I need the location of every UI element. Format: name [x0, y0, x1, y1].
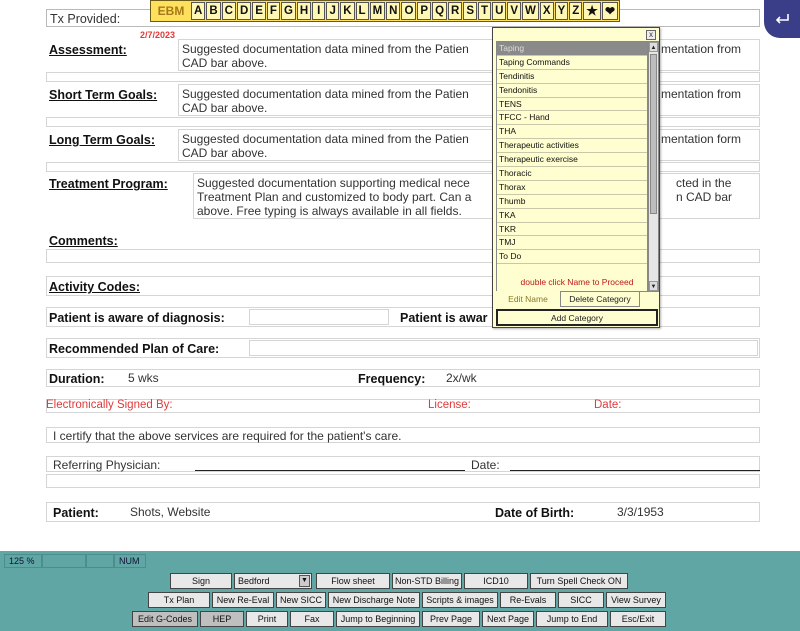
list-item[interactable]: Thoracic: [497, 167, 647, 181]
list-item[interactable]: TKR: [497, 223, 647, 237]
popup-button-row: [496, 291, 658, 307]
star-favorites-icon[interactable]: ★: [583, 2, 601, 20]
letter-x[interactable]: X: [540, 2, 554, 20]
letter-a[interactable]: A: [191, 2, 205, 20]
treatment-text-line1: Suggested documentation supporting medical nece: [197, 176, 470, 190]
list-item[interactable]: TENS: [497, 98, 647, 112]
letter-d[interactable]: D: [237, 2, 251, 20]
ebm-button[interactable]: EBM: [152, 2, 190, 20]
popup-instruction: double click Name to Proceed: [520, 277, 634, 287]
letter-n[interactable]: N: [386, 2, 400, 20]
esc-exit-button[interactable]: Esc/Exit: [610, 611, 666, 627]
category-popup: [492, 27, 660, 328]
icd10-button[interactable]: ICD10: [464, 573, 528, 589]
list-item[interactable]: Therapeutic activities: [497, 139, 647, 153]
list-item[interactable]: TMJ: [497, 236, 647, 250]
letter-y[interactable]: Y: [555, 2, 569, 20]
assessment-text-tail: mentation from: [661, 42, 742, 56]
short-term-text-tail: mentation from: [661, 87, 742, 101]
referring-physician-line[interactable]: [195, 470, 465, 471]
dob-value: 3/3/1953: [617, 505, 664, 519]
jump-to-end-button[interactable]: Jump to End: [536, 611, 608, 627]
letter-o[interactable]: O: [401, 2, 416, 20]
view-survey-button[interactable]: View Survey: [606, 592, 666, 608]
alphabet-filter-bar: [150, 0, 620, 22]
edit-name-button[interactable]: Edit Name: [496, 291, 560, 307]
frequency-value[interactable]: 2x/wk: [446, 371, 477, 385]
long-term-text-tail: mentation form: [661, 132, 742, 146]
patient-aware-label: Patient is aware of diagnosis:: [49, 311, 225, 325]
list-item[interactable]: TKA: [497, 209, 647, 223]
jump-to-beginning-button[interactable]: Jump to Beginning: [336, 611, 420, 627]
letter-f[interactable]: F: [267, 2, 280, 20]
status-bar: [4, 554, 146, 568]
list-item[interactable]: Thumb: [497, 195, 647, 209]
duration-value[interactable]: 5 wks: [128, 371, 159, 385]
bottom-toolbar: [0, 551, 800, 631]
status-cell-empty: [42, 554, 86, 568]
list-item[interactable]: Thorax: [497, 181, 647, 195]
num-lock-indicator: NUM: [114, 554, 146, 568]
hep-button[interactable]: HEP: [200, 611, 244, 627]
list-item[interactable]: Tendinitis: [497, 70, 647, 84]
referring-physician-label: Referring Physician:: [53, 458, 161, 472]
tx-plan-button[interactable]: Tx Plan: [148, 592, 210, 608]
sign-button[interactable]: Sign: [170, 573, 232, 589]
status-cell-empty: [86, 554, 114, 568]
next-page-button[interactable]: Next Page: [482, 611, 534, 627]
list-item[interactable]: Taping: [497, 42, 647, 56]
short-term-goals-field[interactable]: [178, 84, 760, 116]
letter-g[interactable]: G: [281, 2, 296, 20]
patient-aware-label-2: Patient is awar: [400, 311, 488, 325]
letter-z[interactable]: Z: [569, 2, 582, 20]
list-item[interactable]: THA: [497, 125, 647, 139]
list-item[interactable]: Taping Commands: [497, 56, 647, 70]
long-term-text-line1: Suggested documentation data mined from the Patien: [182, 132, 469, 146]
letter-w[interactable]: W: [522, 2, 539, 20]
letter-h[interactable]: H: [297, 2, 311, 20]
list-item[interactable]: Tendonitis: [497, 84, 647, 98]
dob-label: Date of Birth:: [495, 506, 575, 520]
fax-button[interactable]: Fax: [290, 611, 334, 627]
heart-icon[interactable]: ❤: [602, 2, 618, 20]
tx-provided-label: Tx Provided:: [50, 12, 121, 26]
location-select[interactable]: [234, 573, 312, 589]
patient-label: Patient:: [53, 506, 99, 520]
edit-g-codes-button[interactable]: Edit G-Codes: [132, 611, 198, 627]
letter-i[interactable]: I: [312, 2, 325, 20]
letter-l[interactable]: L: [356, 2, 369, 20]
treatment-text-tail1: cted in the: [676, 176, 732, 190]
letter-r[interactable]: R: [448, 2, 462, 20]
license-label: License:: [428, 399, 471, 411]
treatment-text-line3: above. Free typing is always available in all fields.: [197, 204, 462, 218]
letter-t[interactable]: T: [478, 2, 491, 20]
list-item[interactable]: To Do: [497, 250, 647, 264]
letter-e[interactable]: E: [252, 2, 266, 20]
activity-codes-label: Activity Codes:: [49, 280, 140, 294]
certify-row: [46, 427, 760, 443]
treatment-text-line2: Treatment Plan and customized to body part. Can a: [197, 190, 472, 204]
return-corner-button[interactable]: [764, 0, 800, 38]
referring-spacer-row: [46, 474, 760, 488]
date-stamp: 2/7/2023: [140, 30, 176, 40]
assessment-label: Assessment:: [49, 43, 127, 57]
new-re-eval-button[interactable]: New Re-Eval: [212, 592, 274, 608]
new-discharge-note-button[interactable]: New Discharge Note: [328, 592, 420, 608]
referring-date-label: Date:: [471, 458, 500, 472]
letter-k[interactable]: K: [340, 2, 354, 20]
treatment-program-field[interactable]: [193, 173, 760, 219]
signed-date-label: Date:: [594, 399, 622, 411]
spell-check-button[interactable]: Turn Spell Check ON: [530, 573, 628, 589]
flow-sheet-button[interactable]: Flow sheet: [316, 573, 390, 589]
treatment-text-tail2: n CAD bar: [676, 190, 733, 204]
list-item[interactable]: Therapeutic exercise: [497, 153, 647, 167]
patient-aware-field[interactable]: [249, 309, 389, 325]
new-sicc-button[interactable]: New SICC: [276, 592, 326, 608]
delete-category-button[interactable]: Delete Category: [560, 291, 640, 307]
plan-of-care-label: Recommended Plan of Care:: [49, 342, 220, 356]
plan-of-care-field[interactable]: [249, 340, 758, 356]
long-term-text-line2: CAD bar above.: [182, 146, 268, 160]
category-list[interactable]: [496, 41, 648, 292]
chevron-down-icon[interactable]: ▼: [299, 575, 310, 587]
short-term-text-line1: Suggested documentation data mined from the Patien: [182, 87, 469, 101]
comments-label: Comments:: [49, 234, 118, 248]
re-evals-button[interactable]: Re-Evals: [500, 592, 556, 608]
list-scrollbar[interactable]: [648, 41, 659, 292]
assessment-text-line1: Suggested documentation data mined from the Patien: [182, 42, 469, 56]
non-std-billing-button[interactable]: Non-STD Billing: [392, 573, 462, 589]
list-item[interactable]: TFCC - Hand: [497, 111, 647, 125]
signed-by-label: Electronically Signed By:: [46, 399, 173, 411]
short-term-text-line2: CAD bar above.: [182, 101, 268, 115]
scrollbar-thumb[interactable]: [650, 54, 657, 214]
long-term-goals-label: Long Term Goals:: [49, 133, 156, 147]
letter-m[interactable]: M: [370, 2, 386, 20]
scripts-images-button[interactable]: Scripts & images: [422, 592, 498, 608]
location-select-value: Bedford: [238, 576, 270, 586]
treatment-program-label: Treatment Program:: [49, 177, 168, 191]
letter-s[interactable]: S: [463, 2, 477, 20]
long-term-goals-field[interactable]: [178, 129, 760, 161]
letter-b[interactable]: B: [206, 2, 220, 20]
return-arrow-icon: [774, 12, 790, 26]
frequency-label: Frequency:: [358, 372, 426, 386]
letter-u[interactable]: U: [492, 2, 506, 20]
letter-p[interactable]: P: [417, 2, 431, 20]
letter-q[interactable]: Q: [432, 2, 447, 20]
letter-c[interactable]: C: [222, 2, 236, 20]
letter-v[interactable]: V: [507, 2, 521, 20]
add-category-button[interactable]: Add Category: [496, 309, 658, 326]
duration-label: Duration:: [49, 372, 105, 386]
prev-page-button[interactable]: Prev Page: [422, 611, 480, 627]
scroll-up-icon[interactable]: ▲: [649, 42, 658, 52]
sicc-button[interactable]: SICC: [558, 592, 604, 608]
assessment-field[interactable]: [178, 39, 760, 71]
assessment-text-line2: CAD bar above.: [182, 56, 268, 70]
patient-name: Shots, Website: [130, 505, 211, 519]
referring-date-line[interactable]: [510, 470, 760, 471]
certify-text: I certify that the above services are required for the patient's care.: [53, 429, 402, 443]
short-term-goals-label: Short Term Goals:: [49, 88, 158, 102]
print-button[interactable]: Print: [246, 611, 288, 627]
scroll-down-icon[interactable]: ▼: [649, 281, 658, 291]
letter-j[interactable]: J: [326, 2, 339, 20]
zoom-level: 125 %: [4, 554, 42, 568]
close-icon[interactable]: x: [646, 30, 656, 40]
